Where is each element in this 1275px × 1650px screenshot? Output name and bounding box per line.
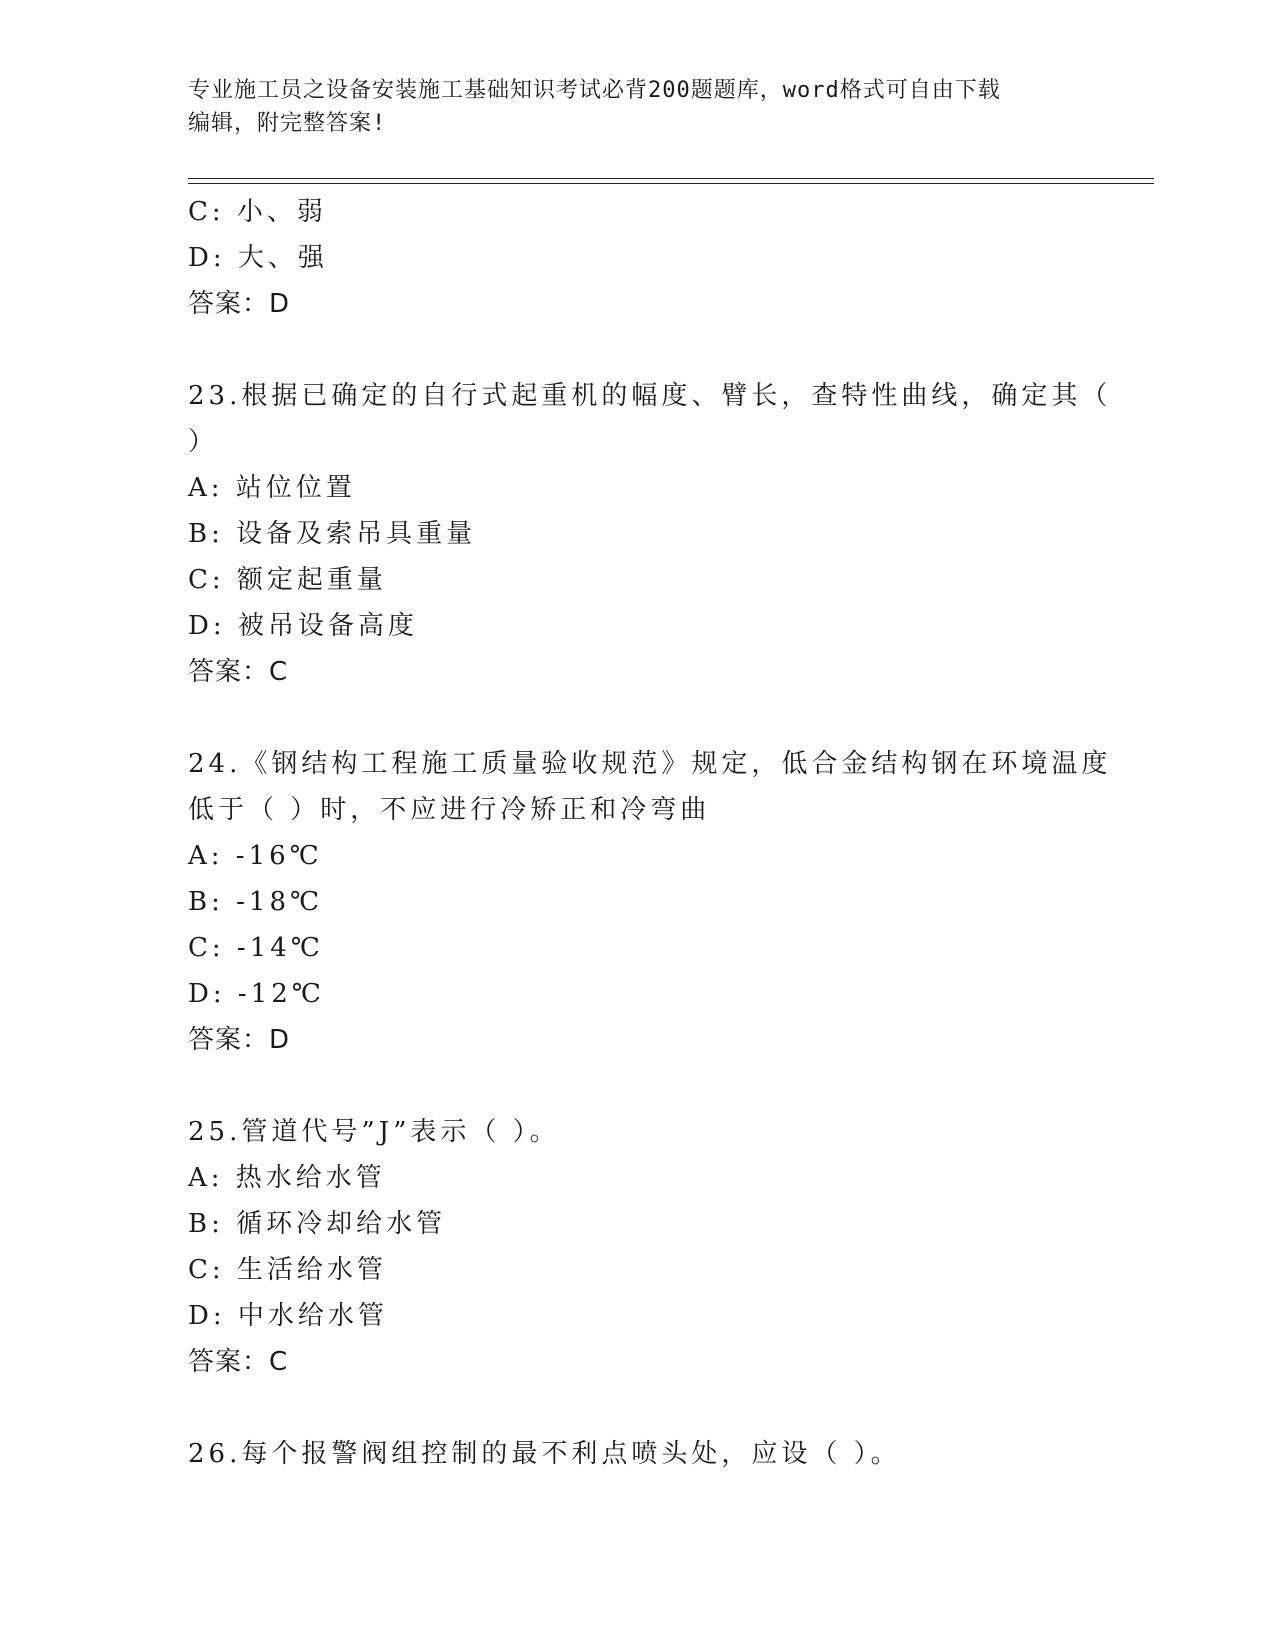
question-content	[188, 189, 1112, 1477]
header-divider-bottom	[188, 183, 1154, 184]
answer-line: 答案：C	[188, 1347, 289, 1377]
question-spacer	[188, 1063, 1088, 1109]
question-spacer	[188, 695, 1088, 741]
option-a: A: 热水给水管	[188, 1163, 386, 1193]
option-c: C: 额定起重量	[188, 565, 387, 595]
question-stem-line2: ）	[188, 427, 219, 457]
option-b: B: 设备及索吊具重量	[188, 519, 477, 549]
question-spacer	[188, 327, 1088, 373]
option-c: C: -14℃	[188, 933, 324, 963]
option-d: D: 被吊设备高度	[188, 611, 418, 641]
header-title-line2: 编辑，附完整答案!	[188, 111, 387, 136]
question-22	[188, 189, 1088, 327]
question-stem-line1: 24.《钢结构工程施工质量验收规范》规定，低合金结构钢在环境温度	[188, 749, 1112, 779]
option-b: B: 循环冷却给水管	[188, 1209, 447, 1239]
option-a: A: 站位位置	[188, 473, 356, 503]
question-stem-line2: 低于（ ）时，不应进行冷矫正和冷弯曲	[188, 795, 711, 825]
question-25	[188, 1109, 1088, 1385]
option-d: D: -12℃	[188, 979, 325, 1009]
option-a: A: -16℃	[188, 841, 323, 871]
question-stem-line1: 23.根据已确定的自行式起重机的幅度、臂长，查特性曲线，确定其（	[188, 381, 1112, 411]
question-24	[188, 741, 1112, 1063]
option-c: C: 小、弱	[188, 197, 327, 227]
answer-line: 答案：D	[188, 1025, 291, 1055]
question-stem-line1: 26.每个报警阀组控制的最不利点喷头处，应设（ ）。	[188, 1439, 901, 1469]
question-23	[188, 373, 1112, 695]
option-d: D: 中水给水管	[188, 1301, 388, 1331]
question-stem-line1: 25.管道代号”J”表示（ ）。	[188, 1117, 560, 1147]
question-spacer	[188, 1385, 1088, 1431]
option-b: B: -18℃	[188, 887, 324, 917]
header-title-line1: 专业施工员之设备安装施工基础知识考试必背200题题库，word格式可自由下载	[188, 78, 1001, 103]
page-header	[188, 74, 1088, 140]
answer-line: 答案：C	[188, 657, 289, 687]
header-divider-top	[188, 178, 1154, 179]
question-26	[188, 1431, 1088, 1477]
option-c: C: 生活给水管	[188, 1255, 387, 1285]
option-d: D: 大、强	[188, 243, 328, 273]
answer-line: 答案：D	[188, 289, 291, 319]
